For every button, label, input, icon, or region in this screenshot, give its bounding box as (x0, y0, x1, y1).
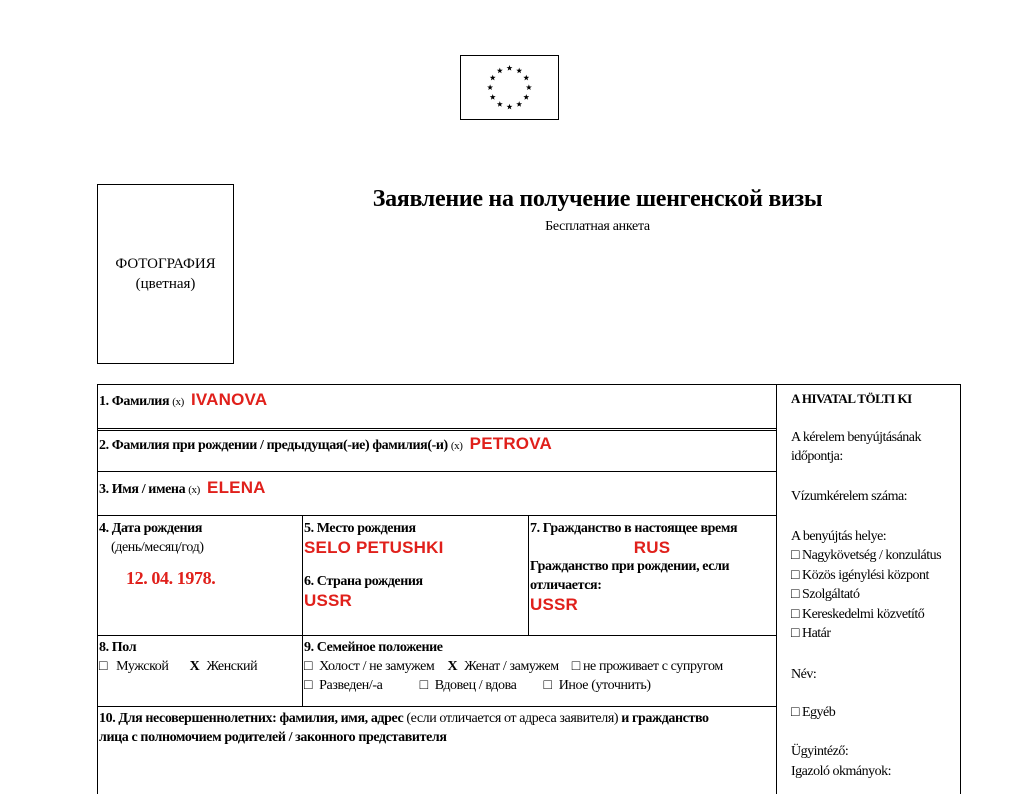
birth-place-field: 5. Место рождения SELO PETUSHKI 6. Страна рождения USSR (304, 519, 526, 610)
first-name-field: 3. Имя / имена (x) ELENA (99, 478, 266, 497)
male-checkbox[interactable]: □ (99, 659, 108, 674)
office-border-option[interactable]: □ Határ (791, 626, 831, 641)
eu-stars-icon (461, 56, 558, 119)
star-icon (523, 75, 529, 81)
birth-country-label: 6. Страна рождения (304, 574, 423, 589)
star-icon (487, 84, 493, 90)
widowed-checkbox[interactable]: □ (419, 678, 428, 693)
marital-status-field: 9. Семейное положение □ Холост / не замужем X Женат / замужем □ не проживает с супругом □ Разведен/-а □ Вдовец / вдова □ Иное (уточнить) (304, 640, 723, 693)
guardian-field: 10. Для несовершеннолетних: фамилия, имя, адрес (если отличается от адреса заявителя) и гражданство лица с полномочием родителей / законного представителя (99, 711, 709, 745)
citizenship-value[interactable]: RUS (633, 538, 671, 557)
single-checkbox[interactable]: □ (304, 659, 313, 674)
office-place-label: A benyújtás helye: (791, 529, 887, 544)
other-status-checkbox[interactable]: □ (543, 678, 552, 693)
office-intermediary-option[interactable]: □ Kereskedelmi közvetítő (791, 607, 925, 622)
birth-date-value[interactable]: 12. 04. 1978. (126, 568, 216, 588)
female-checkbox[interactable]: X (189, 659, 200, 674)
married-checkbox[interactable]: X (447, 659, 458, 674)
birth-date-field: 4. Дата рождения (день/месяц/год) 12. 04. 1978. (99, 519, 299, 588)
sex-field: 8. Пол □ Мужской X Женский (99, 640, 258, 674)
surname-field: 1. Фамилия (x) IVANOVA (99, 390, 268, 409)
photo-placeholder (97, 184, 234, 364)
birth-country-value[interactable]: USSR (304, 591, 353, 610)
star-icon (507, 104, 513, 110)
citizenship-field: 7. Гражданство в настоящее время RUS Гражданство при рождении, если отличается: USSR (530, 519, 774, 614)
star-icon (523, 94, 529, 100)
photo-label: ФОТОГРАФИЯ (115, 256, 216, 272)
star-icon (497, 101, 503, 107)
star-icon (516, 68, 522, 74)
office-name-label: Név: (791, 667, 817, 682)
photo-hint: (цветная) (135, 276, 196, 292)
birth-citizenship-value[interactable]: USSR (530, 595, 579, 614)
page-subtitle: Бесплатная анкета (545, 219, 650, 234)
surname-value[interactable]: IVANOVA (190, 390, 268, 409)
office-provider-option[interactable]: □ Szolgáltató (791, 587, 860, 602)
star-icon (490, 75, 496, 81)
birth-place-value[interactable]: SELO PETUSHKI (304, 538, 444, 557)
office-center-option[interactable]: □ Közös igénylési központ (791, 568, 929, 583)
separated-checkbox[interactable]: □ (571, 659, 580, 674)
star-icon (490, 94, 496, 100)
application-form (97, 384, 961, 794)
office-docs-label: Igazoló okmányok: (791, 764, 891, 779)
star-icon (516, 101, 522, 107)
office-other-option[interactable]: □ Egyéb (791, 705, 836, 720)
office-officer-label: Ügyintéző: (791, 744, 849, 759)
office-date-label-2: időpontja: (791, 449, 843, 464)
first-name-value[interactable]: ELENA (207, 478, 266, 497)
page-title: Заявление на получение шенгенской визы (372, 186, 823, 212)
office-title: A HIVATAL TÖLTI KI (791, 391, 912, 406)
star-icon (497, 68, 503, 74)
eu-flag (460, 55, 559, 120)
star-icon (507, 65, 513, 71)
birth-surname-field: 2. Фамилия при рождении / предыдущая(-ие) фамилия(-и) (x) PETROVA (99, 434, 552, 453)
divorced-checkbox[interactable]: □ (304, 678, 313, 693)
star-icon (526, 84, 532, 90)
office-embassy-option[interactable]: □ Nagykövetség / konzulátus (791, 548, 942, 563)
birth-surname-value[interactable]: PETROVA (469, 434, 552, 453)
office-date-label: A kérelem benyújtásának (791, 430, 922, 445)
office-number-label: Vízumkérelem száma: (791, 489, 908, 504)
